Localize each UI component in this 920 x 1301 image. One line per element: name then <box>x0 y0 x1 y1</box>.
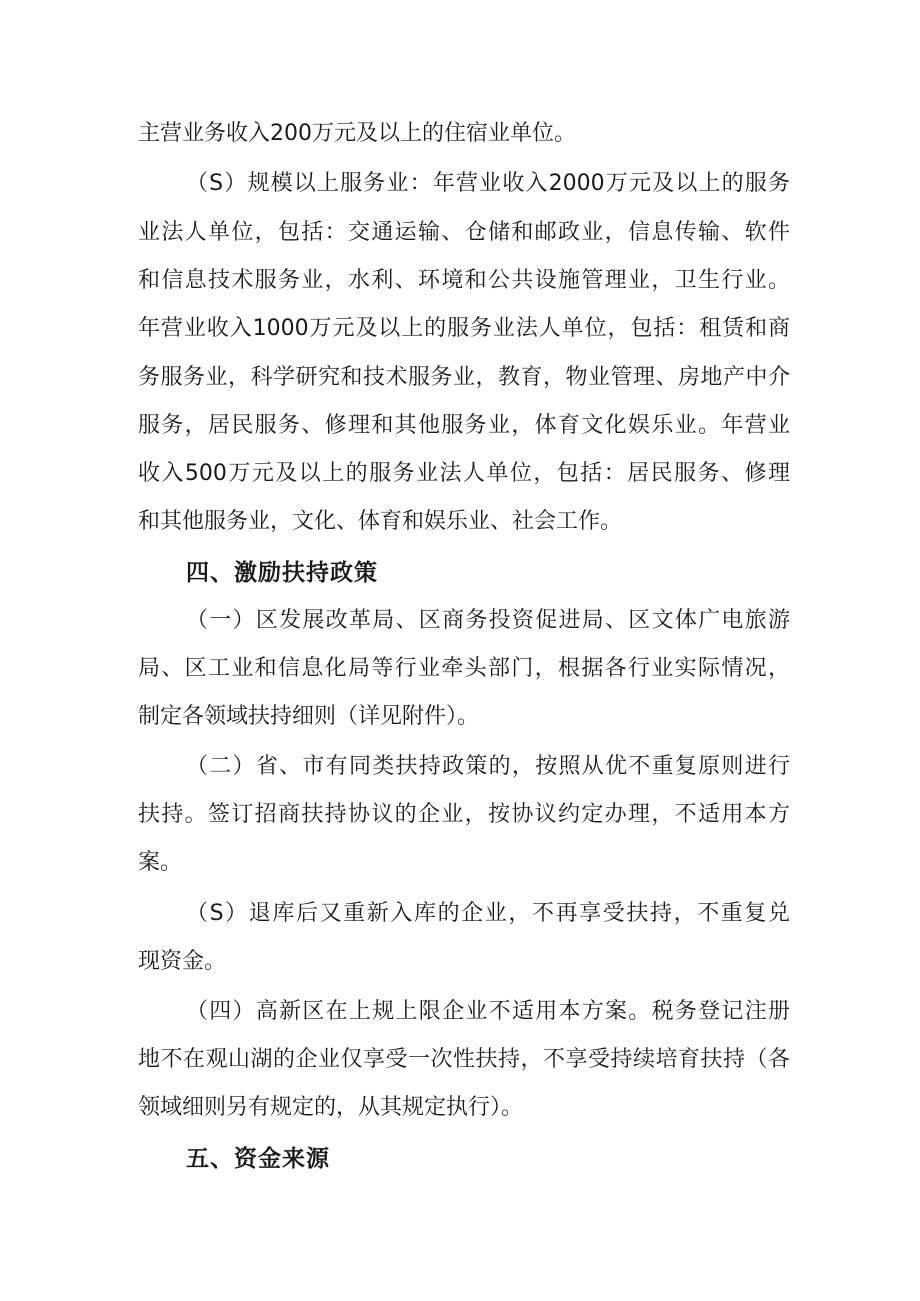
section-heading: 四、激励扶持政策 <box>186 560 378 586</box>
paragraph-line: 年营业收入1000万元及以上的服务业法人单位，包括：租赁和商 <box>138 316 790 341</box>
paragraph-line: 领域细则另有规定的，从其规定执行）。 <box>138 1095 524 1120</box>
paragraph-line: （S）规模以上服务业：年营业收入2000万元及以上的服务 <box>186 171 790 196</box>
paragraph-line: 局、区工业和信息化局等行业牵头部门，根据各行业实际情况， <box>138 656 790 681</box>
paragraph-line: 主营业务收入200万元及以上的住宿业单位。 <box>138 121 576 146</box>
paragraph-line: 现资金。 <box>138 949 227 974</box>
paragraph-line: 扶持。签订招商扶持协议的企业，按协议约定办理，不适用本方 <box>138 802 790 827</box>
paragraph-line: 地不在观山湖的企业仅享受一次性扶持，不享受持续培育扶持（各 <box>138 1047 790 1072</box>
paragraph-line: （S）退库后又重新入库的企业，不再享受扶持，不重复兑 <box>186 901 790 926</box>
paragraph-line: 务服务业，科学研究和技术服务业，教育，物业管理、房地产中介 <box>138 365 790 390</box>
paragraph-line: （二）省、市有同类扶持政策的，按照从优不重复原则进行 <box>186 754 790 779</box>
paragraph-line: 制定各领域扶持细则（详见附件）。 <box>138 704 480 729</box>
paragraph-line: 业法人单位，包括：交通运输、仓储和邮政业，信息传输、软件 <box>138 220 790 245</box>
paragraph-line: 和其他服务业，文化、体育和娱乐业、社会工作。 <box>138 509 623 534</box>
paragraph-line: 和信息技术服务业，水利、环境和公共设施管理业，卫生行业。 <box>138 268 790 293</box>
paragraph-line: （一）区发展改革局、区商务投资促进局、区文体广电旅游 <box>186 608 790 633</box>
section-heading: 五、资金来源 <box>186 1146 330 1172</box>
paragraph-line: 收入500万元及以上的服务业法人单位，包括：居民服务、修理 <box>138 461 790 486</box>
paragraph-line: （四）高新区在上规上限企业不适用本方案。税务登记注册 <box>186 999 790 1024</box>
paragraph-line: 服务，居民服务、修理和其他服务业，体育文化娱乐业。年营业 <box>138 413 790 438</box>
paragraph-line: 案。 <box>138 850 183 875</box>
